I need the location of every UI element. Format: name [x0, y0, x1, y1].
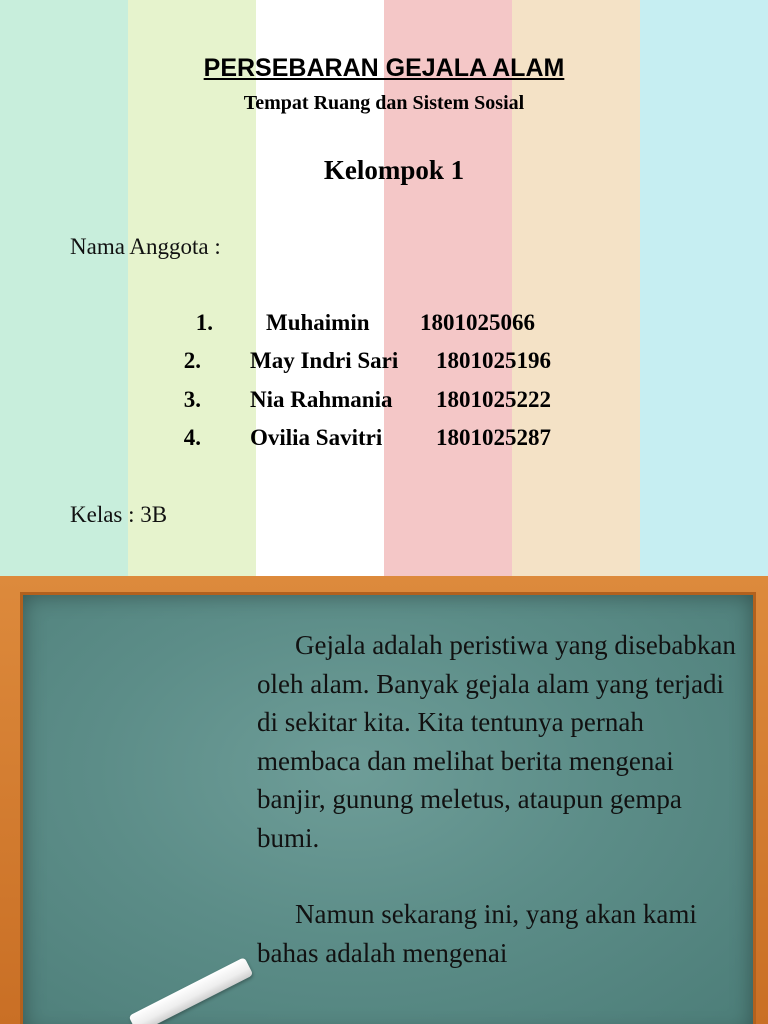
member-id: 1801025222	[436, 387, 551, 412]
member-id: 1801025196	[436, 348, 551, 373]
member-name: Ovilia Savitri	[250, 425, 383, 450]
background-stripe	[0, 0, 128, 576]
member-id: 1801025287	[436, 425, 551, 450]
member-number: 3.	[183, 387, 201, 412]
slide-title: PERSEBARAN GEJALA ALAM	[203, 54, 565, 82]
paragraph: Gejala adalah peristiwa yang disebabkan oleh alam. Banyak gejala alam yang terjadi di sekitar kita. Kita tentunya pernah membaca dan melihat berita mengenai banjir, gunung meletus, ataupun gempa bumi.	[257, 630, 736, 853]
member-name: Muhaimin	[266, 310, 370, 335]
class-label: Kelas : 3B	[70, 502, 168, 527]
member-number: 1.	[195, 310, 213, 335]
member-number: 4.	[183, 425, 201, 450]
member-name: May Indri Sari	[250, 348, 399, 373]
background-stripe	[512, 0, 640, 576]
member-number: 2.	[183, 348, 201, 373]
chalkboard-text	[257, 626, 747, 972]
background-stripe	[128, 0, 256, 576]
chalkboard-slide	[0, 576, 768, 1024]
members-label: Nama Anggota :	[70, 234, 221, 259]
member-name: Nia Rahmania	[250, 387, 393, 412]
chalk-piece	[128, 957, 253, 1024]
slide-subtitle: Tempat Ruang dan Sistem Sosial	[243, 92, 525, 114]
background-stripe	[256, 0, 384, 576]
member-id: 1801025066	[420, 310, 535, 335]
group-heading: Kelompok 1	[323, 155, 465, 185]
paragraph: Namun sekarang ini, yang akan kami bahas adalah mengenai	[257, 899, 697, 968]
background-stripe	[384, 0, 512, 576]
background-stripe	[640, 0, 768, 576]
